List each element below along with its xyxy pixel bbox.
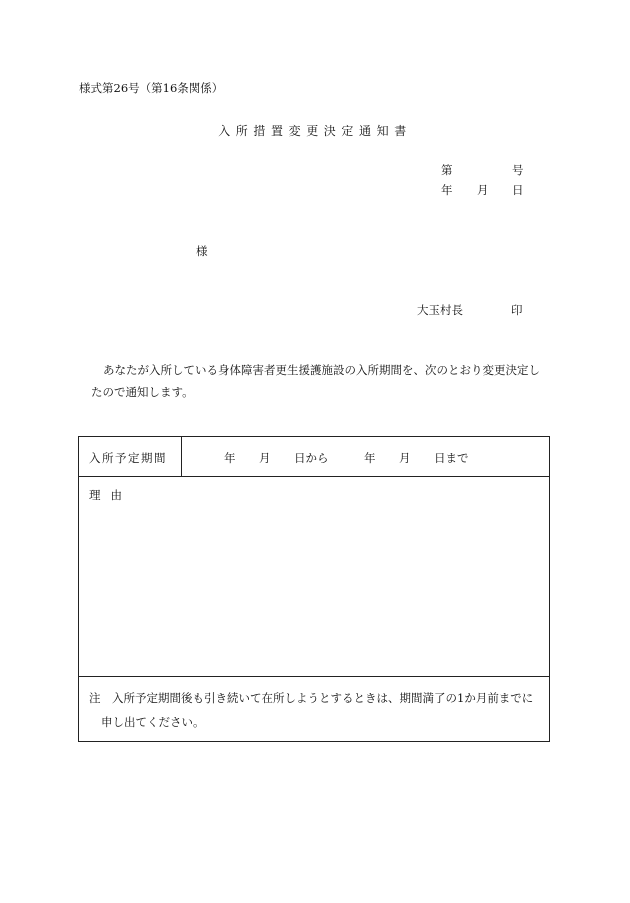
date-year: 年 (441, 183, 453, 197)
period-end-day: 日まで (434, 451, 469, 465)
reason-row (79, 477, 549, 677)
period-label: 入所予定期間 (89, 451, 167, 465)
period-start-day: 日から (294, 451, 329, 465)
recipient-honorific: 様 (196, 244, 208, 258)
period-start-year: 年 (224, 451, 236, 465)
note-row (79, 677, 549, 741)
period-row (79, 437, 549, 477)
period-label-cell (79, 437, 182, 476)
doc-number-prefix: 第 (441, 163, 453, 177)
date-day: 日 (512, 183, 524, 197)
period-end-year: 年 (364, 451, 376, 465)
note-line-1: 注 入所予定期間後も引き続いて在所しようとするときは、期間満了の1か月前までに (89, 691, 534, 705)
period-start-month: 月 (259, 451, 271, 465)
body-text-line-2: たので通知します。 (91, 385, 194, 399)
document-title: 入所措置変更決定通知書 (218, 124, 412, 138)
issuer-name: 大玉村長 (417, 303, 463, 317)
doc-number-suffix: 号 (512, 163, 524, 177)
period-end-month: 月 (399, 451, 411, 465)
body-text-line-1: あなたが入所している身体障害者更生援護施設の入所期間を、次のとおり変更決定し (103, 363, 540, 377)
details-table (78, 436, 550, 742)
form-number: 様式第26号（第16条関係） (79, 81, 224, 95)
reason-label: 理由 (89, 488, 132, 502)
date-month: 月 (477, 183, 489, 197)
issuer-seal: 印 (511, 303, 523, 317)
note-line-2: 申し出てください。 (101, 715, 205, 729)
